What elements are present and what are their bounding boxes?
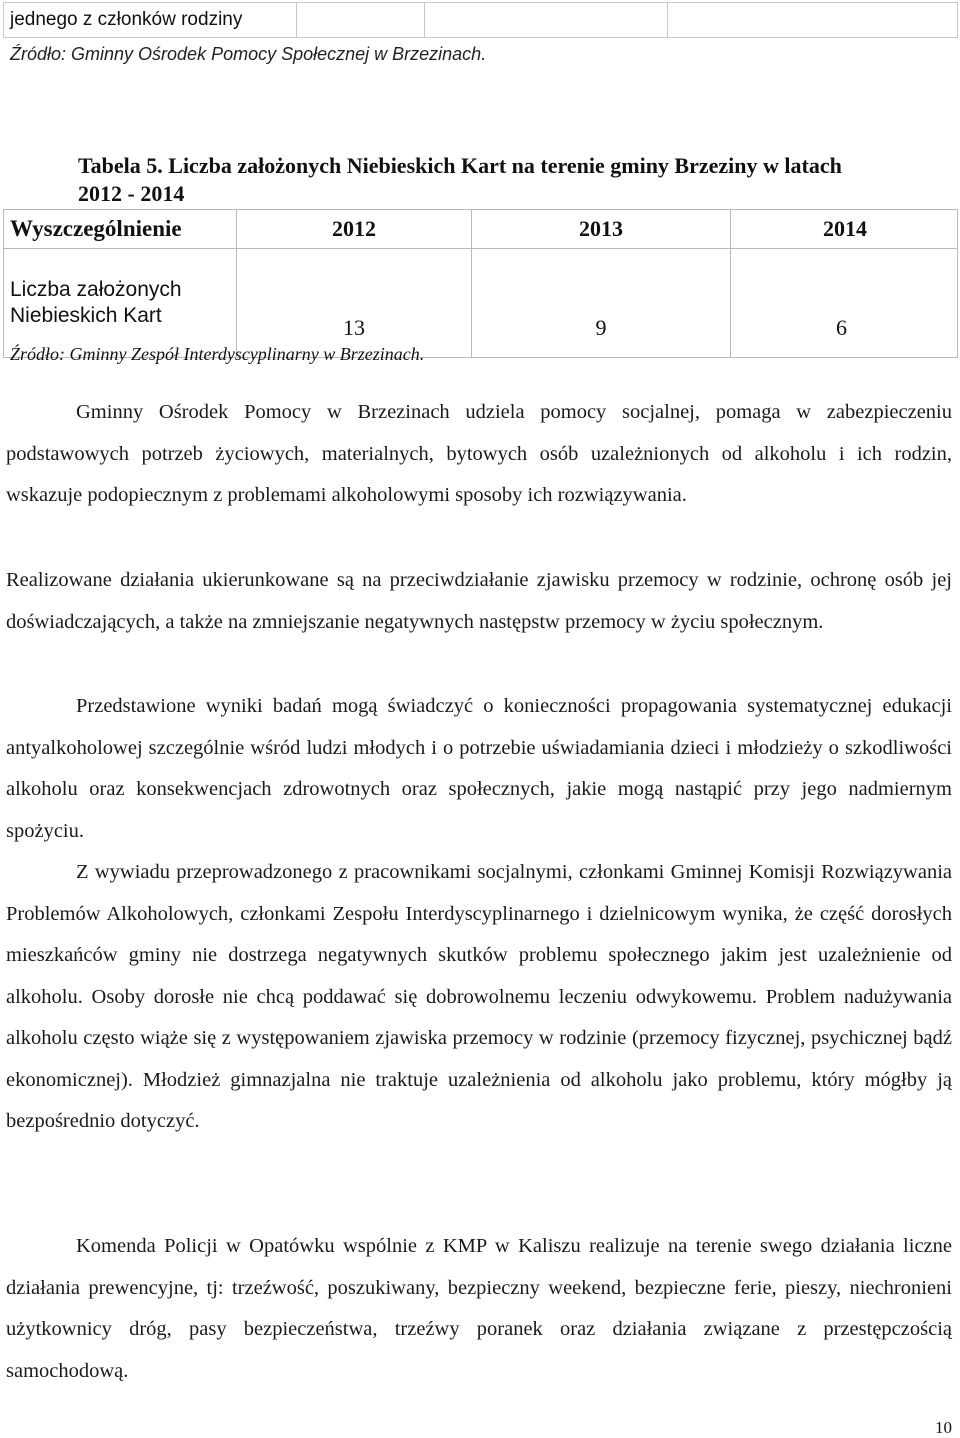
header-wyszczegolnienie: Wyszczególnienie <box>4 210 237 249</box>
paragraph-gops <box>6 392 952 517</box>
niebieskie-karty-table <box>3 209 958 358</box>
table-row <box>4 249 958 358</box>
paragraph-text: Przedstawione wyniki badań mogą świadczyć o konieczności propagowania systematycznej edukacji antyalkoholowej szczególnie wśród ludzi młodych i o potrzebie uświadamiania dzieci i młodzieży o szkodliwości alkoholu oraz konsekwencjach zdrowotnych oraz społecznych, jakie mogą nastąpić przy jego nadmiernym spożyciu. <box>6 695 952 842</box>
table-caption <box>78 152 938 208</box>
row-label-line1: Liczba założonych <box>10 278 182 301</box>
previous-table-cell <box>4 3 297 38</box>
previous-table-empty-cell <box>425 3 668 38</box>
header-2012: 2012 <box>237 210 472 249</box>
table-caption-line1: Tabela 5. Liczba założonych Niebieskich Kart na terenie gminy Brzeziny w latach <box>78 153 842 178</box>
value-2012: 13 <box>237 249 472 358</box>
paragraph-text: Z wywiadu przeprowadzonego z pracownikami socjalnymi, członkami Gminnej Komisji Rozwiązywania Problemów Alkoholowych, członkami Zespołu Interdyscyplinarnego i dzielnicowym wynika, że część dorosłych mieszkańców gminy nie dostrzega negatywnych skutków problemu społecznego jakim jest uzależnienie od alkoholu. Osoby dorosłe nie chcą poddawać się dobrowolnemu leczeniu odwykowemu. Problem nadużywania alkoholu często wiąże się z występowaniem zjawiska przemocy w rodzinie (przemocy fizycznej, psychicznej bądź ekonomicznej). Młodzież gimnazjalna nie traktuje uzależnienia od alkoholu jako problemu, który mógłby ją bezpośrednio dotyczyć. <box>6 861 952 1132</box>
paragraph-police <box>6 1226 952 1392</box>
paragraph-research <box>6 686 952 852</box>
table-header-row <box>4 210 958 249</box>
table-source: Źródło: Gminny Zespół Interdyscyplinarny w Brzezinach. <box>10 344 425 364</box>
row-label-cell <box>4 249 237 358</box>
paragraph-interview <box>6 852 952 1143</box>
paragraph-text: Gminny Ośrodek Pomocy w Brzezinach udziela pomocy socjalnej, pomaga w zabezpieczeniu podstawowych potrzeb życiowych, materialnych, bytowych osób uzależnionych od alkoholu i ich rodzin, wskazuje podopiecznym z problemami alkoholowymi sposoby ich rozwiązywania. <box>6 401 952 506</box>
previous-table-empty-cell <box>297 3 425 38</box>
page-number: 10 <box>935 1418 952 1437</box>
table-caption-line2: 2012 - 2014 <box>78 181 185 206</box>
paragraph-actions <box>6 560 952 643</box>
previous-table-empty-cell <box>668 3 958 38</box>
previous-table-source: Źródło: Gminny Ośrodek Pomocy Społecznej w Brzezinach. <box>10 44 487 64</box>
previous-table-fragment <box>3 2 958 38</box>
header-2013: 2013 <box>472 210 731 249</box>
row-label-line2: Niebieskich Kart <box>10 304 162 327</box>
previous-table-cell-text: jednego z członków rodziny <box>10 9 243 30</box>
paragraph-text: Komenda Policji w Opatówku wspólnie z KMP w Kaliszu realizuje na terenie swego działania liczne działania prewencyjne, tj: trzeźwość, poszukiwany, bezpieczny weekend, bezpieczne ferie, pieszy, niechronieni użytkownicy dróg, pasy bezpieczeństwa, trzeźwy poranek oraz działania związane z przestępczością samochodową. <box>6 1235 952 1382</box>
header-2014: 2014 <box>731 210 958 249</box>
value-2014: 6 <box>731 249 958 358</box>
paragraph-text: Realizowane działania ukierunkowane są na przeciwdziałanie zjawisku przemocy w rodzinie, ochronę osób jej doświadczających, a także na zmniejszanie negatywnych następstw przemocy w życiu społecznym. <box>6 569 952 633</box>
value-2013: 9 <box>472 249 731 358</box>
